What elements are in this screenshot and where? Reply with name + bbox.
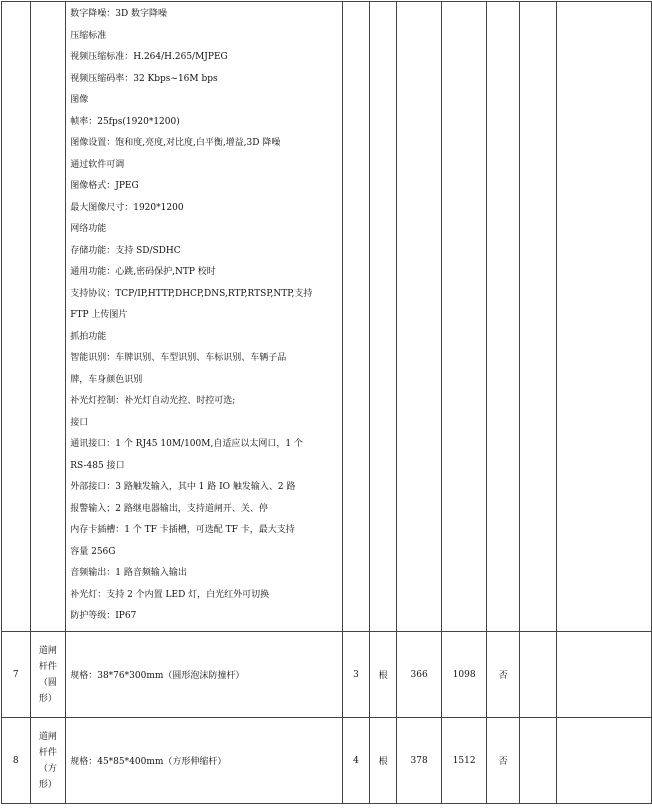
spec-line: 最大图像尺寸：1920*1200 bbox=[70, 202, 184, 213]
spec-line: 内存卡插槽：1 个 TF 卡插槽，可选配 TF 卡，最大支持 bbox=[70, 525, 295, 535]
extra-cell bbox=[520, 718, 556, 804]
spec-line: 通讯接口：1 个 RJ45 10M/100M,自适应以太网口，1 个 bbox=[70, 439, 303, 449]
spec-line: 通过软件可调 bbox=[70, 159, 125, 170]
spec-line: 压缩标准 bbox=[70, 30, 107, 41]
quantity-cell: 4 bbox=[342, 718, 370, 804]
unit-cell bbox=[370, 2, 397, 632]
quantity-cell: 3 bbox=[342, 632, 370, 718]
table-row bbox=[2, 632, 652, 718]
total-price-cell: 1098 bbox=[442, 632, 487, 718]
table-row bbox=[2, 718, 652, 804]
remarks-cell bbox=[556, 718, 651, 804]
spec-line: 帧率：25fps(1920*1200) bbox=[70, 116, 180, 127]
total-price-cell bbox=[442, 2, 487, 632]
imported-cell: 否 bbox=[486, 718, 520, 804]
item-name-cell bbox=[30, 2, 66, 632]
spec-cell bbox=[66, 2, 342, 632]
spec-line: 接口 bbox=[70, 417, 89, 428]
unit-price-cell: 366 bbox=[396, 632, 441, 718]
spec-line: 支持协议：TCP/IP,HTTP,DHCP,DNS,RTP,RTSP,NTP,支持 bbox=[70, 288, 313, 299]
item-name-line: （方 bbox=[38, 763, 57, 774]
unit-price-cell: 378 bbox=[396, 718, 441, 804]
item-name-line: 形） bbox=[38, 693, 57, 704]
spec-line: 数字降噪：3D 数字降噪 bbox=[70, 9, 168, 19]
item-name-line: 杆件 bbox=[38, 661, 57, 672]
item-name-cell bbox=[30, 632, 66, 718]
spec-cell: 规格：38*76*300mm（圆形泡沫防撞杆） bbox=[66, 632, 342, 718]
spec-line: 网络功能 bbox=[70, 224, 107, 234]
item-number-cell: 8 bbox=[2, 718, 31, 804]
imported-cell bbox=[486, 2, 520, 632]
remarks-cell bbox=[556, 632, 651, 718]
item-name-cell bbox=[30, 718, 66, 804]
item-name-line: 道闸 bbox=[38, 731, 57, 742]
item-name-line: 杆件 bbox=[38, 747, 57, 758]
spec-line: 视频压缩标准：H.264/H.265/MJPEG bbox=[70, 52, 228, 62]
spec-line: 智能识别：车牌识别、车型识别、车标识别、车辆子品 bbox=[70, 353, 287, 363]
spec-line: 补光灯控制：补光灯自动光控、时控可选; bbox=[70, 396, 236, 406]
spec-line: 图像格式：JPEG bbox=[70, 181, 139, 191]
spec-line: 音频输出：1 路音频输入输出 bbox=[70, 568, 187, 578]
spec-line: 补光灯：支持 2 个内置 LED 灯，白光红外可切换 bbox=[70, 589, 270, 600]
extra-cell bbox=[520, 2, 556, 632]
spec-line: 外部接口：3 路触发输入，其中 1 路 IO 触发输入、2 路 bbox=[70, 482, 296, 492]
spec-line: 抓拍功能 bbox=[70, 331, 107, 342]
spec-line: RS-485 接口 bbox=[70, 460, 125, 471]
unit-cell: 根 bbox=[370, 718, 397, 804]
spec-line: 存储功能：支持 SD/SDHC bbox=[70, 245, 181, 256]
spec-line: 图像 bbox=[70, 95, 89, 105]
item-name-line: 道闸 bbox=[38, 645, 57, 656]
unit-price-cell bbox=[396, 2, 441, 632]
spec-line: 图像设置：饱和度,亮度,对比度,白平衡,增益,3D 降噪 bbox=[70, 138, 281, 148]
quantity-cell bbox=[342, 2, 370, 632]
item-number-cell: 7 bbox=[2, 632, 31, 718]
unit-cell: 根 bbox=[370, 632, 397, 718]
item-name-line: 形） bbox=[38, 779, 57, 790]
spec-line: 报警输入；2 路继电器输出，支持道闸开、关、停 bbox=[70, 503, 268, 514]
spec-line: 防护等级：IP67 bbox=[70, 611, 137, 621]
spec-continuation-row bbox=[2, 2, 652, 632]
spec-cell: 规格：45*85*400mm（方形伸缩杆） bbox=[66, 718, 342, 804]
spec-line: 视频压缩码率：32 Kbps~16M bps bbox=[70, 73, 218, 84]
total-price-cell: 1512 bbox=[442, 718, 487, 804]
spec-list bbox=[70, 2, 341, 628]
spec-line: FTP 上传图片 bbox=[70, 310, 128, 320]
spec-line: 通用功能：心跳,密码保护,NTP 校时 bbox=[70, 267, 216, 277]
extra-cell bbox=[520, 632, 556, 718]
item-name-line: （圆 bbox=[38, 677, 57, 688]
spec-line: 容量 256G bbox=[70, 546, 116, 557]
quotation-table bbox=[1, 1, 652, 804]
imported-cell: 否 bbox=[486, 632, 520, 718]
spec-line: 牌，车身颜色识别 bbox=[70, 374, 143, 385]
remarks-cell bbox=[556, 2, 651, 632]
item-number-cell bbox=[2, 2, 31, 632]
